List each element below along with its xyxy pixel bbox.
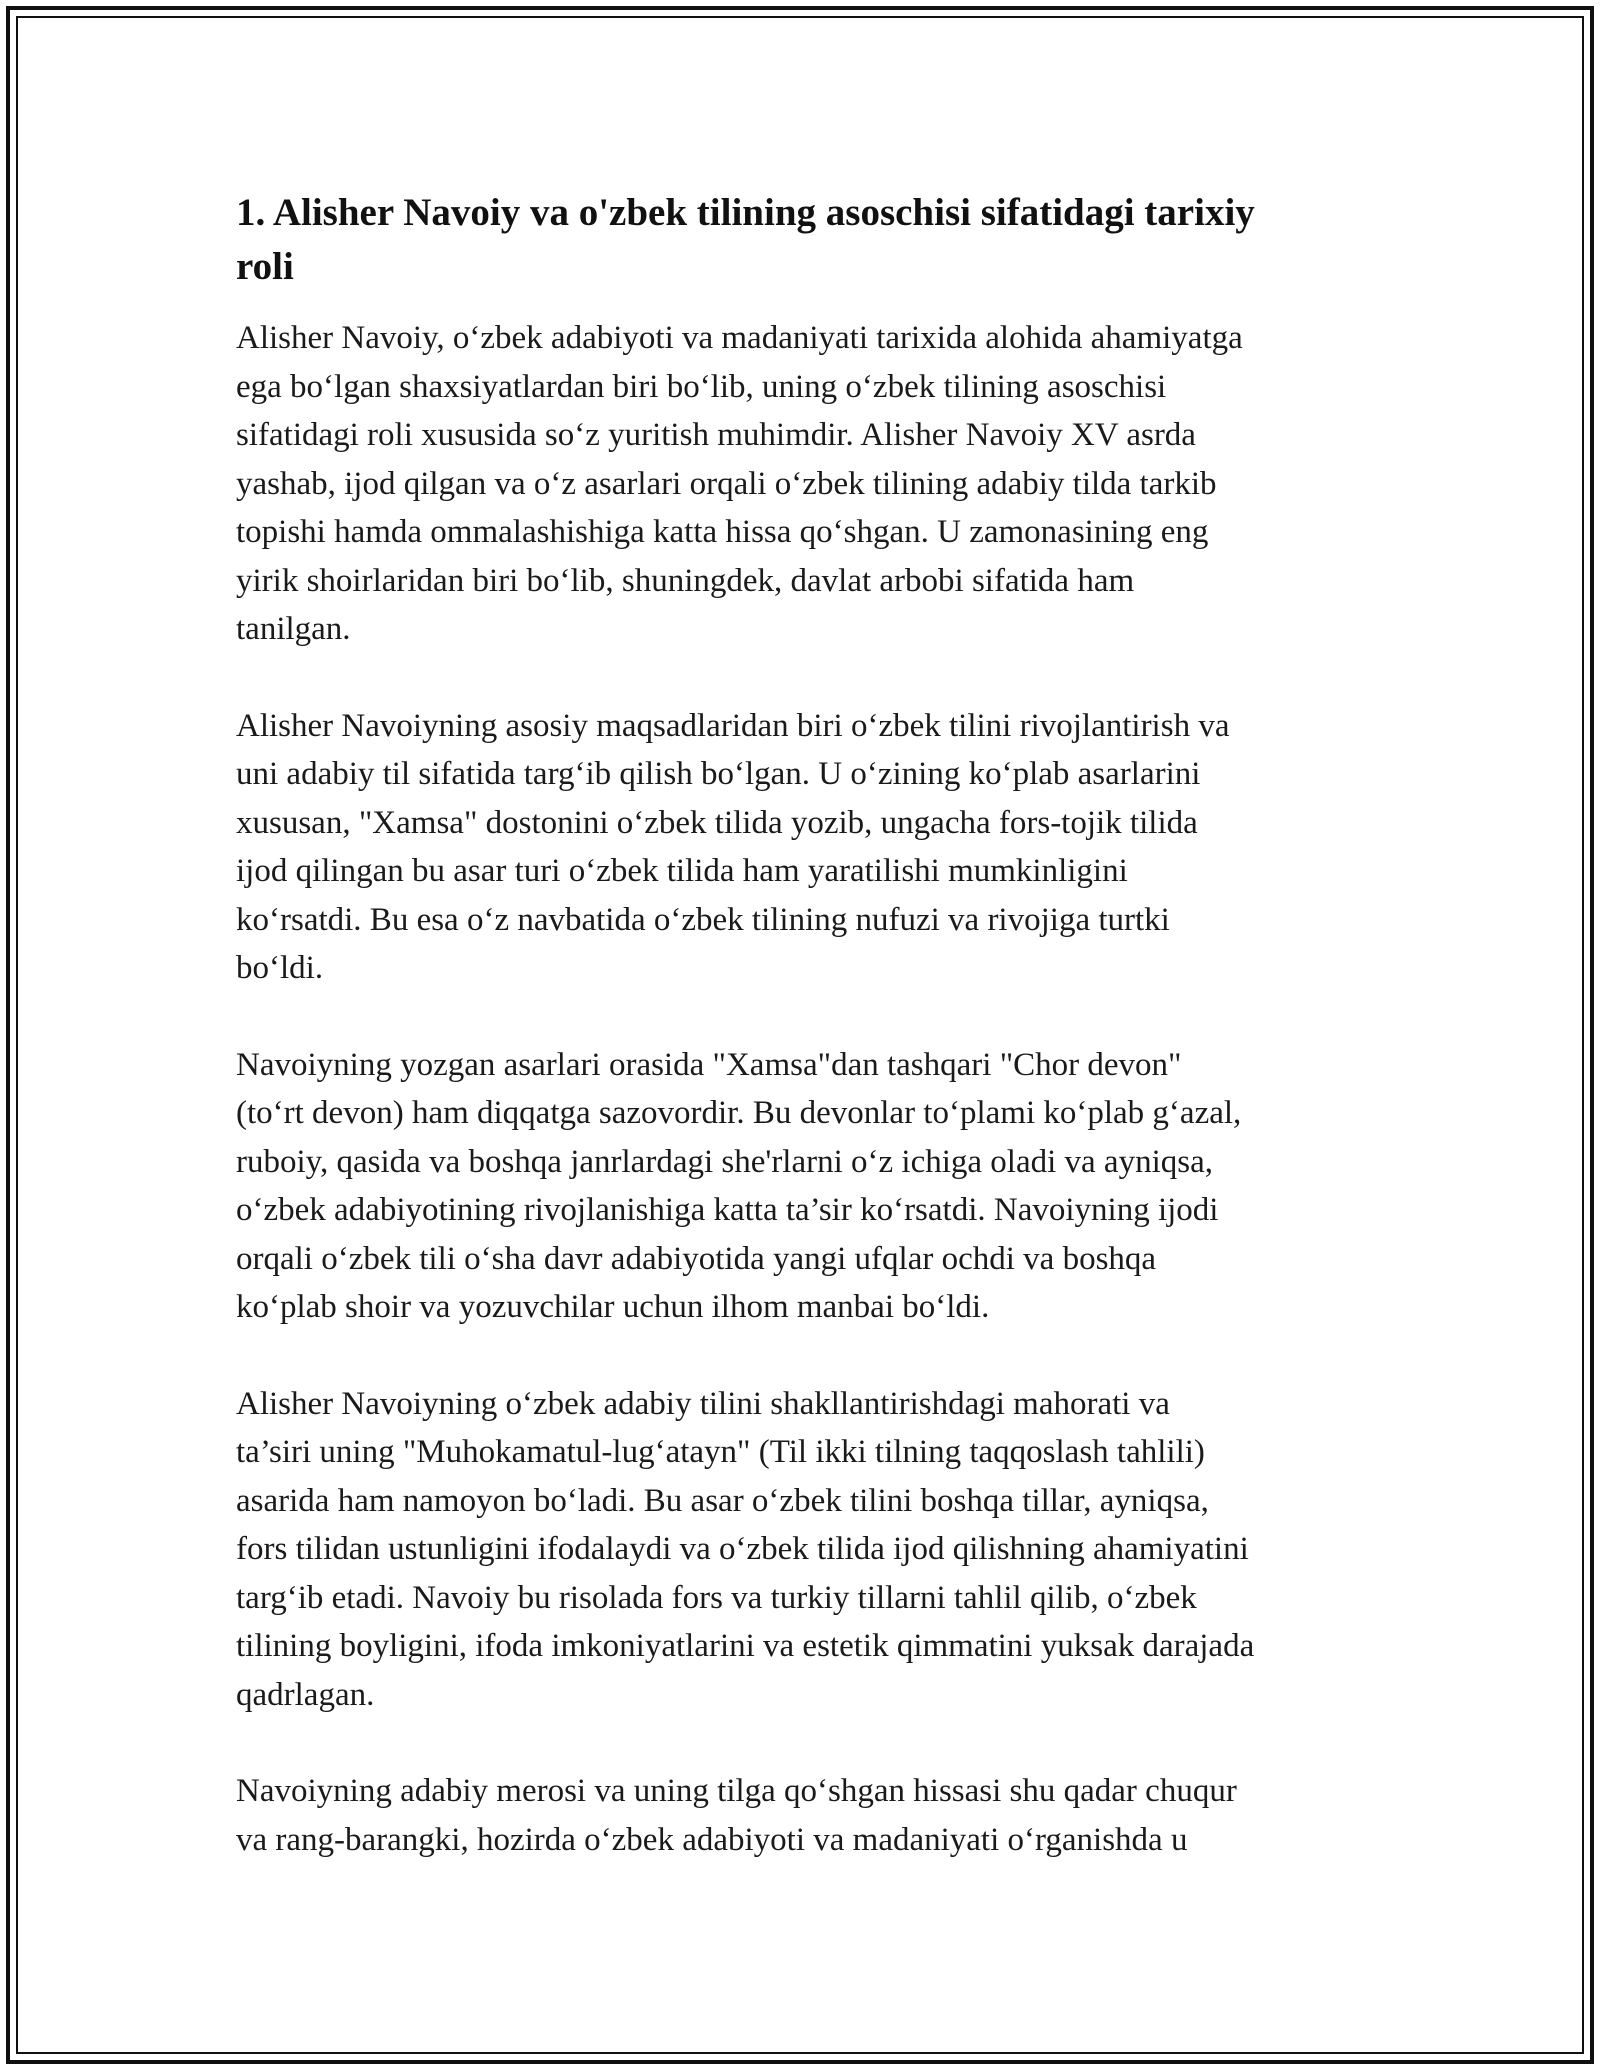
text-line: Alisher Navoiy, o‘zbek adabiyoti va madaniyati tarixida alohida ahamiyatga [236, 320, 1243, 356]
text-line: ta’siri uning "Muhokamatul-lug‘atayn" (Til ikki tilning taqqoslash tahlili) [236, 1434, 1205, 1470]
text-line: qadrlagan. [236, 1676, 375, 1713]
paragraph-3 [236, 1041, 1371, 1332]
paragraph-2 [236, 702, 1371, 993]
text-line: Navoiyning yozgan asarlari orasida "Xamsa"dan tashqari "Chor devon" [236, 1046, 1182, 1083]
text-line: fors tilidan ustunligini ifodalaydi va o‘zbek tilida ijod qilishning ahamiyatini [236, 1531, 1249, 1567]
text-line: ruboiy, qasida va boshqa janrlardagi she'rlarni o‘z ichiga oladi va ayniqsa, [236, 1143, 1213, 1180]
text-line: sifatidagi roli xususida so‘z yuritish muhimdir. Alisher Navoiy XV asrda [236, 417, 1196, 453]
text-line: yirik shoirlaridan biri bo‘lib, shuningdek, davlat arbobi sifatida ham [236, 562, 1135, 599]
section-heading [236, 186, 1371, 294]
text-line: uni adabiy til sifatida targ‘ib qilish bo‘lgan. U o‘zining ko‘plab asarlarini [236, 756, 1201, 792]
text-line: ega bo‘lgan shaxsiyatlardan biri bo‘lib, uning o‘zbek tilining asoschisi [236, 368, 1167, 405]
text-line: orqali o‘zbek tili o‘sha davr adabiyotida yangi ufqlar ochdi va boshqa [236, 1240, 1157, 1277]
text-line: o‘zbek adabiyotining rivojlanishiga katta ta’sir ko‘rsatdi. Navoiyning ijodi [236, 1192, 1219, 1228]
text-line: asarida ham namoyon bo‘ladi. Bu asar o‘zbek tilini boshqa tillar, ayniqsa, [236, 1482, 1209, 1519]
text-line: topishi hamda ommalashishiga katta hissa qo‘shgan. U zamonasining eng [236, 514, 1209, 550]
text-line: va rang-barangki, hozirda o‘zbek adabiyoti va madaniyati o‘rganishda u [236, 1821, 1188, 1858]
text-line: xususan, "Xamsa" dostonini o‘zbek tilida yozib, ungacha fors-tojik tilida [236, 804, 1198, 841]
text-line: Navoiyning adabiy merosi va uning tilga qo‘shgan hissasi shu qadar chuqur [236, 1773, 1237, 1809]
paragraph-1 [236, 314, 1371, 654]
text-line: targ‘ib etadi. Navoiy bu risolada fors va turkiy tillarni tahlil qilib, o‘zbek [236, 1579, 1197, 1616]
text-line: ko‘rsatdi. Bu esa o‘z navbatida o‘zbek tilining nufuzi va rivojiga turtki [236, 901, 1170, 938]
text-line: ko‘plab shoir va yozuvchilar uchun ilhom manbai bo‘ldi. [236, 1289, 990, 1325]
text-line: tilining boyligini, ifoda imkoniyatlarini va estetik qimmatini yuksak darajada [236, 1628, 1255, 1664]
document-body [236, 186, 1371, 1912]
text-line: ijod qilingan bu asar turi o‘zbek tilida ham yaratilishi mumkinligini [236, 853, 1128, 889]
paragraph-4 [236, 1380, 1371, 1720]
text-line: (to‘rt devon) ham diqqatga sazovordir. Bu devonlar to‘plami ko‘plab g‘azal, [236, 1095, 1242, 1131]
text-line: yashab, ijod qilgan va o‘z asarlari orqali o‘zbek tilining adabiy tilda tarkib [236, 465, 1217, 502]
text-line: Alisher Navoiyning asosiy maqsadlaridan biri o‘zbek tilini rivojlantirish va [236, 707, 1230, 744]
heading-line: roli [236, 245, 294, 288]
heading-line: 1. Alisher Navoiy va o'zbek tilining asoschisi sifatidagi tarixiy [236, 191, 1255, 234]
paragraph-5 [236, 1767, 1371, 1864]
text-line: Alisher Navoiyning o‘zbek adabiy tilini shakllantirishdagi mahorati va [236, 1385, 1170, 1422]
text-line: bo‘ldi. [236, 950, 324, 986]
text-line: tanilgan. [236, 611, 351, 647]
